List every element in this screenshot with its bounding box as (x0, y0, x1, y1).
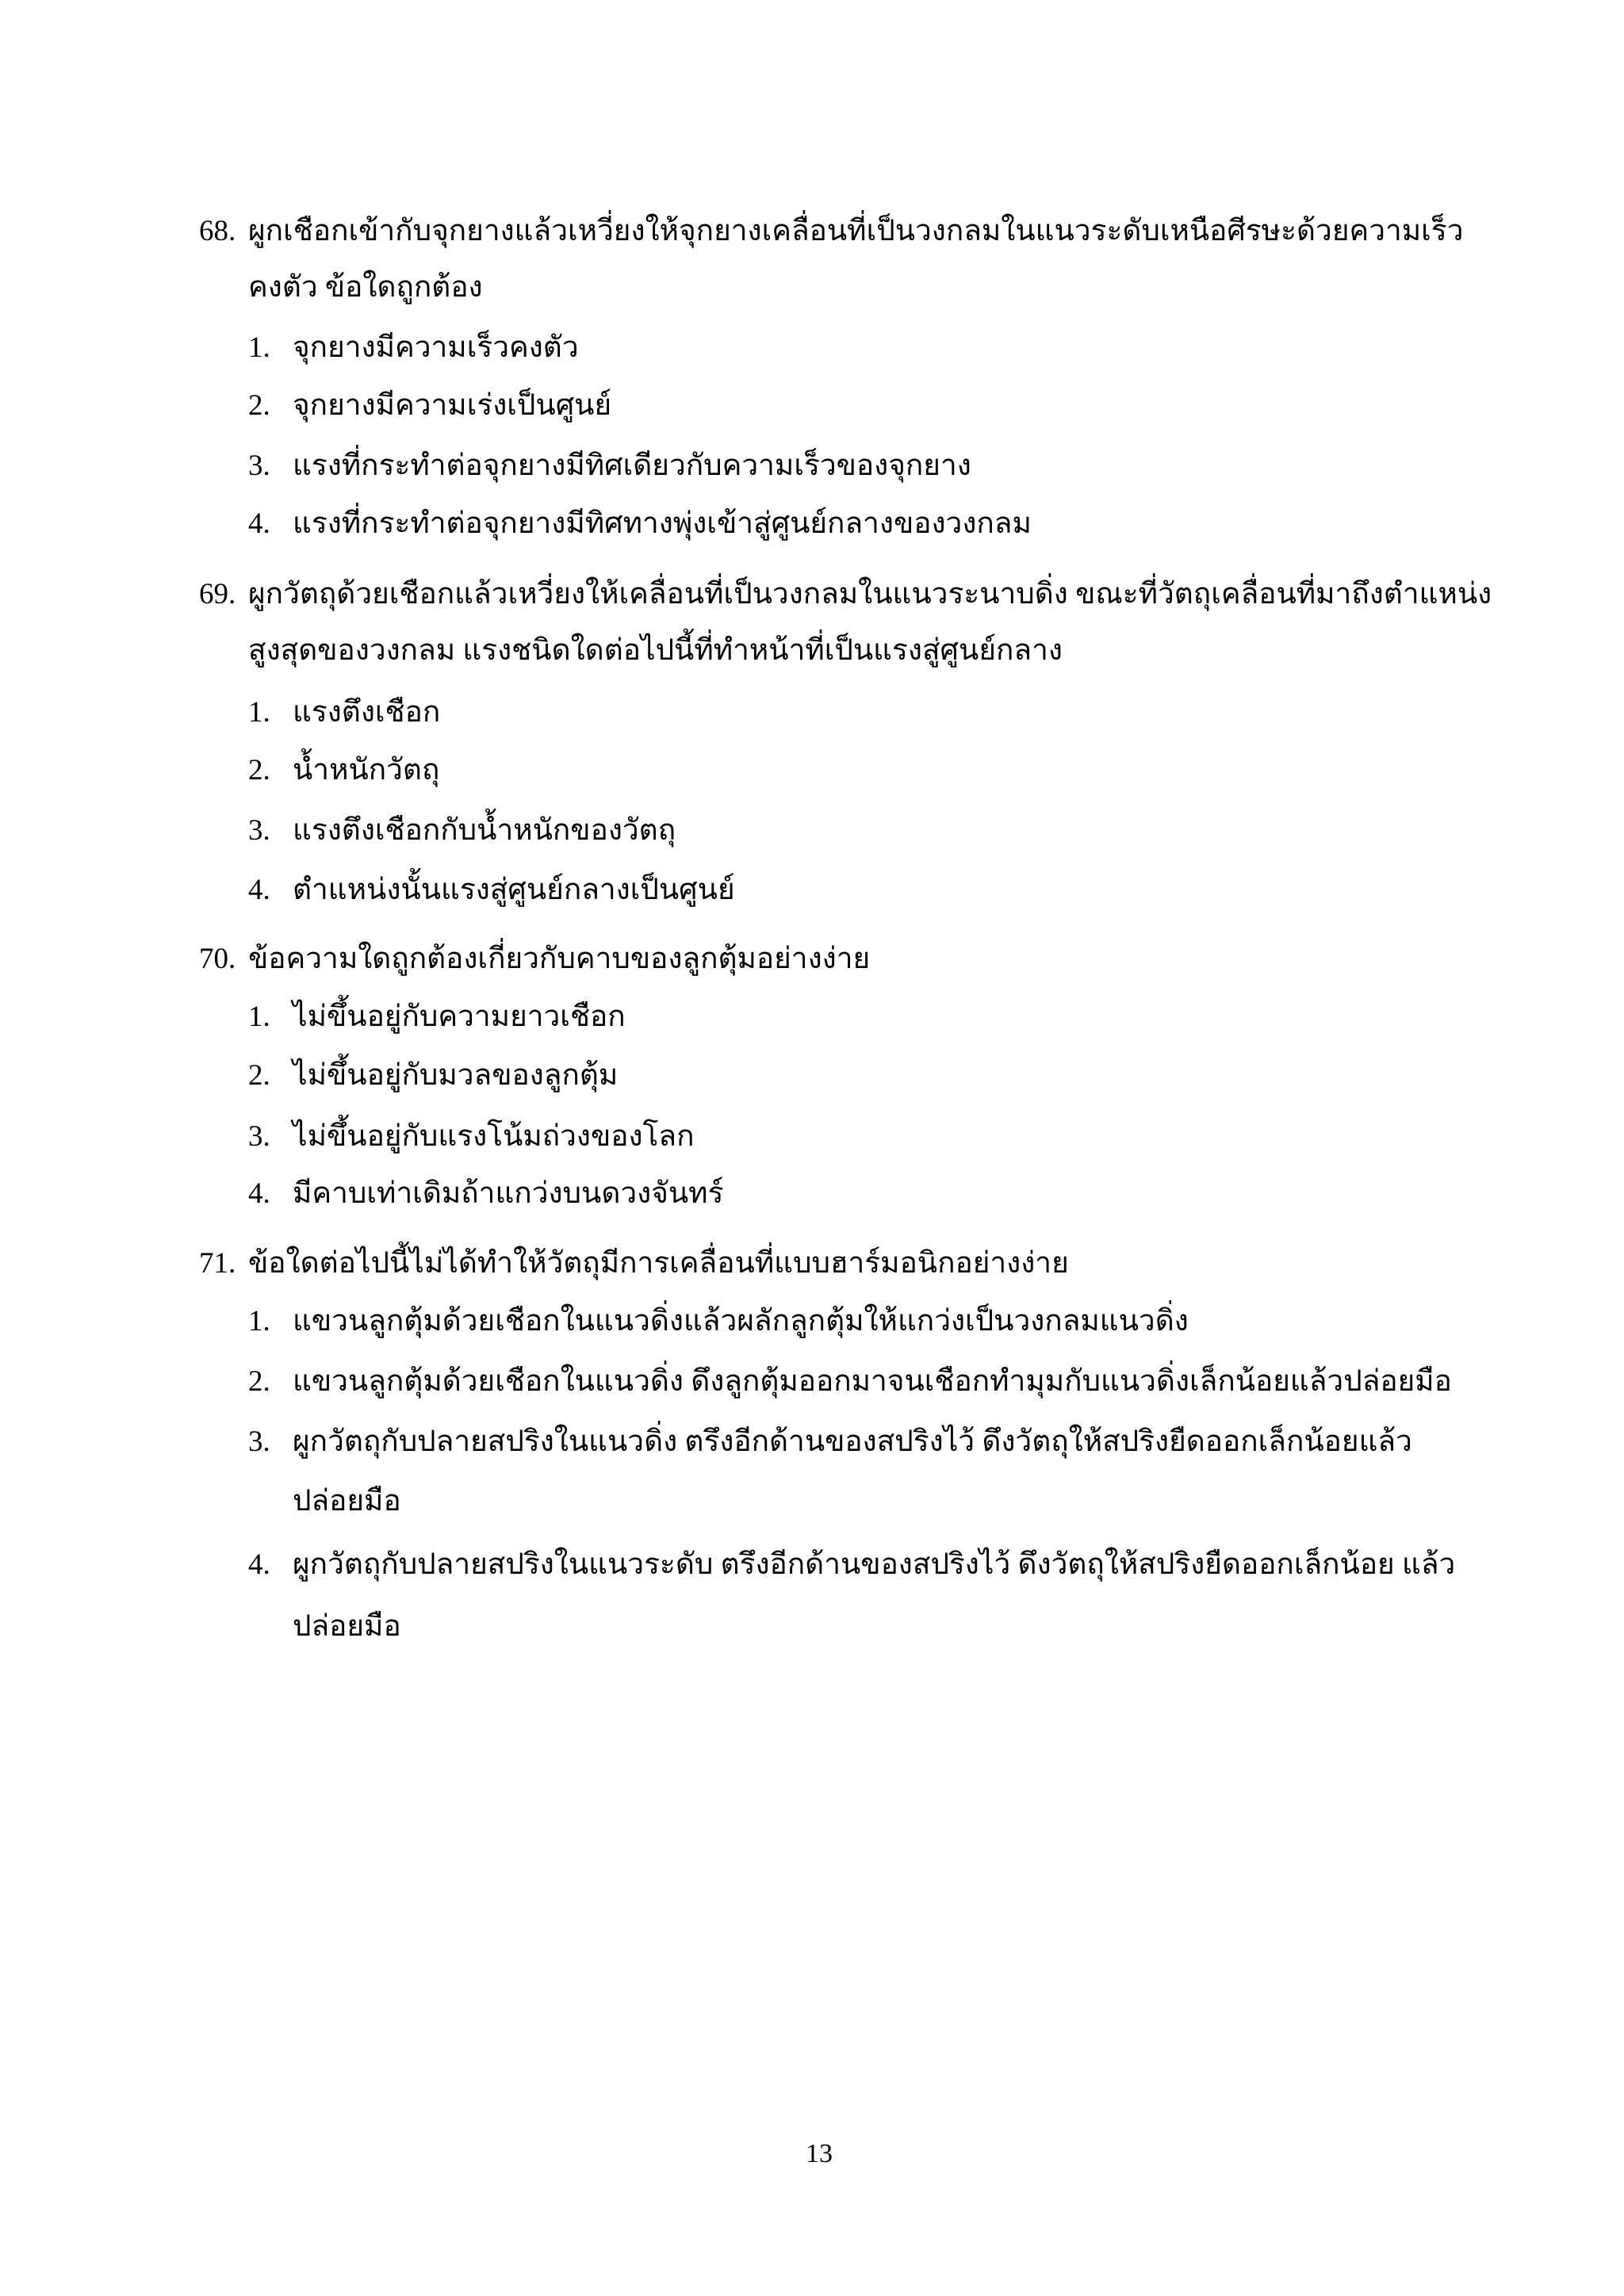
option-text: แรงตึงเชือกกับน้ำหนักของวัตถุ (293, 814, 676, 847)
option-text: แรงที่กระทำต่อจุกยางมีทิศทางพุ่งเข้าสู่ศูนย์กลางของวงกลม (293, 507, 1032, 540)
option-number: 2. (248, 754, 270, 786)
option-number: 3. (248, 1120, 270, 1153)
question-text: ข้อใดต่อไปนี้ไม่ได้ทำให้วัตถุมีการเคลื่อนที่แบบฮาร์มอนิกอย่างง่าย (248, 1247, 1069, 1280)
option-number: 2. (248, 1365, 270, 1398)
option-number: 1. (248, 1305, 270, 1337)
option-number: 4. (248, 507, 270, 540)
option-number: 4. (248, 1548, 270, 1581)
option-text: ปล่อยมือ (293, 1485, 401, 1517)
option-text: แขวนลูกตุ้มด้วยเชือกในแนวดิ่ง ดึงลูกตุ้มออกมาจนเชือกทำมุมกับแนวดิ่งเล็กน้อยแล้วปล่อยมือ (293, 1365, 1452, 1398)
option-number: 3. (248, 1425, 270, 1458)
option-text: ไม่ขึ้นอยู่กับมวลของลูกตุ้ม (293, 1059, 619, 1092)
option-text: มีคาบเท่าเดิมถ้าแกว่งบนดวงจันทร์ (293, 1177, 724, 1210)
option-text: แรงตึงเชือก (293, 696, 441, 729)
question-number: 68. (199, 215, 236, 247)
option-number: 1. (248, 696, 270, 729)
question-text: คงตัว ข้อใดถูกต้อง (248, 271, 483, 304)
option-text: ปล่อยมือ (293, 1610, 401, 1643)
option-number: 1. (248, 1001, 270, 1033)
page-number: 13 (806, 2139, 833, 2168)
question-number: 70. (199, 943, 236, 975)
option-text: น้ำหนักวัตถุ (293, 754, 440, 786)
option-text: จุกยางมีความเร่งเป็นศูนย์ (293, 389, 612, 422)
question-number: 69. (199, 578, 236, 610)
option-text: แขวนลูกตุ้มด้วยเชือกในแนวดิ่งแล้วผลักลูกตุ้มให้แกว่งเป็นวงกลมแนวดิ่ง (293, 1305, 1189, 1337)
option-text: ผูกวัตถุกับปลายสปริงในแนวดิ่ง ตรึงอีกด้านของสปริงไว้ ดึงวัตถุให้สปริงยืดออกเล็กน้อยแล้ว (293, 1425, 1412, 1458)
option-text: ไม่ขึ้นอยู่กับความยาวเชือก (293, 1001, 626, 1033)
option-text: ผูกวัตถุกับปลายสปริงในแนวระดับ ตรึงอีกด้านของสปริงไว้ ดึงวัตถุให้สปริงยืดออกเล็กน้อย แล้ว (293, 1548, 1456, 1581)
question-text: สูงสุดของวงกลม แรงชนิดใดต่อไปนี้ที่ทำหน้าที่เป็นแรงสู่ศูนย์กลาง (248, 634, 1063, 667)
question-number: 71. (199, 1247, 236, 1280)
option-number: 1. (248, 331, 270, 364)
option-number: 3. (248, 450, 270, 482)
option-number: 2. (248, 1059, 270, 1092)
option-number: 4. (248, 1177, 270, 1210)
option-number: 3. (248, 814, 270, 847)
option-text: จุกยางมีความเร็วคงตัว (293, 331, 579, 364)
question-text: ผูกวัตถุด้วยเชือกแล้วเหวี่ยงให้เคลื่อนที่เป็นวงกลมในแนวระนาบดิ่ง ขณะที่วัตถุเคลื่อนที่มาถึงตำแหน่ง (248, 578, 1492, 610)
option-number: 2. (248, 389, 270, 422)
option-text: แรงที่กระทำต่อจุกยางมีทิศเดียวกับความเร็วของจุกยาง (293, 450, 971, 482)
question-text: ข้อความใดถูกต้องเกี่ยวกับคาบของลูกตุ้มอย่างง่าย (248, 943, 871, 975)
option-text: ไม่ขึ้นอยู่กับแรงโน้มถ่วงของโลก (293, 1120, 695, 1153)
option-number: 4. (248, 874, 270, 906)
option-text: ตำแหน่งนั้นแรงสู่ศูนย์กลางเป็นศูนย์ (293, 874, 735, 906)
question-text: ผูกเชือกเข้ากับจุกยางแล้วเหวี่ยงให้จุกยางเคลื่อนที่เป็นวงกลมในแนวระดับเหนือศีรษะด้วยความเร็ว (248, 215, 1464, 247)
